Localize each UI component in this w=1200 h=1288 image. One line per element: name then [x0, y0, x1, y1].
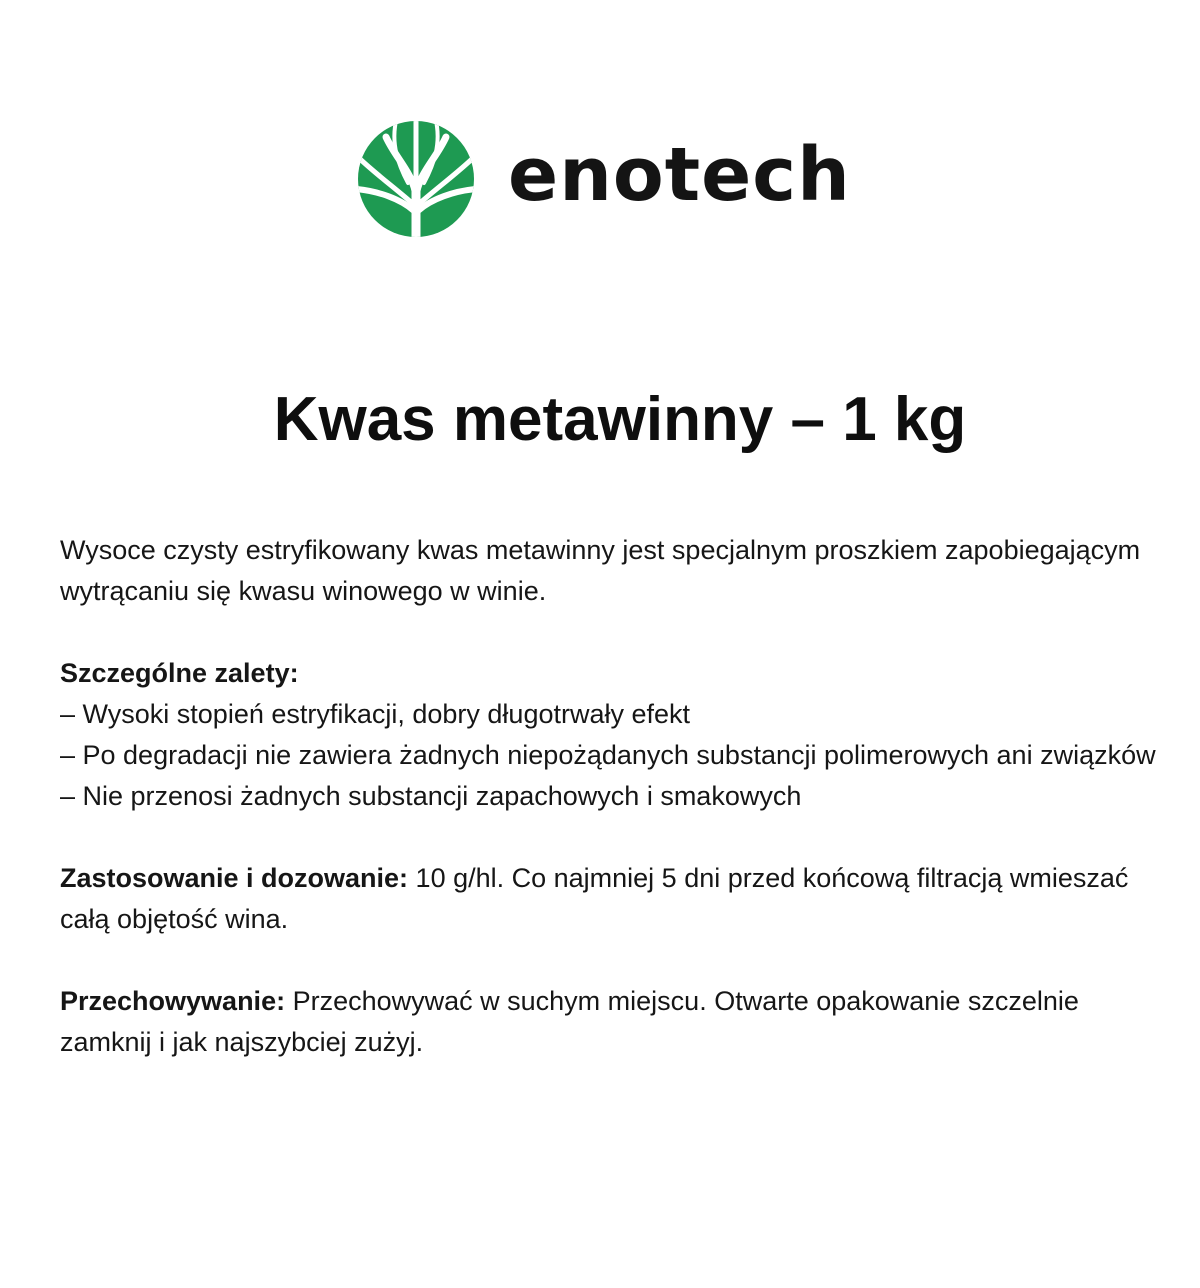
usage-label: Zastosowanie i dozowanie:	[60, 863, 409, 893]
product-description	[60, 530, 1170, 1063]
brand-name: enotech	[508, 132, 851, 218]
brand-logo	[356, 118, 851, 240]
advantage-item: – Nie przenosi żadnych substancji zapachowych i smakowych	[60, 781, 802, 811]
usage-text: 10 g/hl. Co najmniej 5 dni przed końcową filtracją wmieszać całą objętość wina.	[60, 863, 1129, 934]
storage-text: Przechowywać w suchym miejscu. Otwarte opakowanie szczelnie zamknij i jak najszybciej zużyj.	[60, 986, 1079, 1057]
intro-paragraph: Wysoce czysty estryfikowany kwas metawinny jest specjalnym proszkiem zapobiegającym wytrącaniu się kwasu winowego w winie.	[60, 535, 1141, 606]
page-title: Kwas metawinny – 1 kg	[273, 385, 967, 454]
storage-label: Przechowywanie:	[60, 986, 286, 1016]
usage-paragraph	[60, 858, 1170, 940]
advantages-heading: Szczególne zalety:	[60, 658, 299, 688]
storage-paragraph	[60, 981, 1170, 1063]
tree-logo-icon	[356, 119, 476, 239]
advantage-item: – Po degradacji nie zawiera żadnych niepożądanych substancji polimerowych ani związków	[60, 740, 1156, 770]
advantage-item: – Wysoki stopień estryfikacji, dobry długotrwały efekt	[60, 699, 691, 729]
